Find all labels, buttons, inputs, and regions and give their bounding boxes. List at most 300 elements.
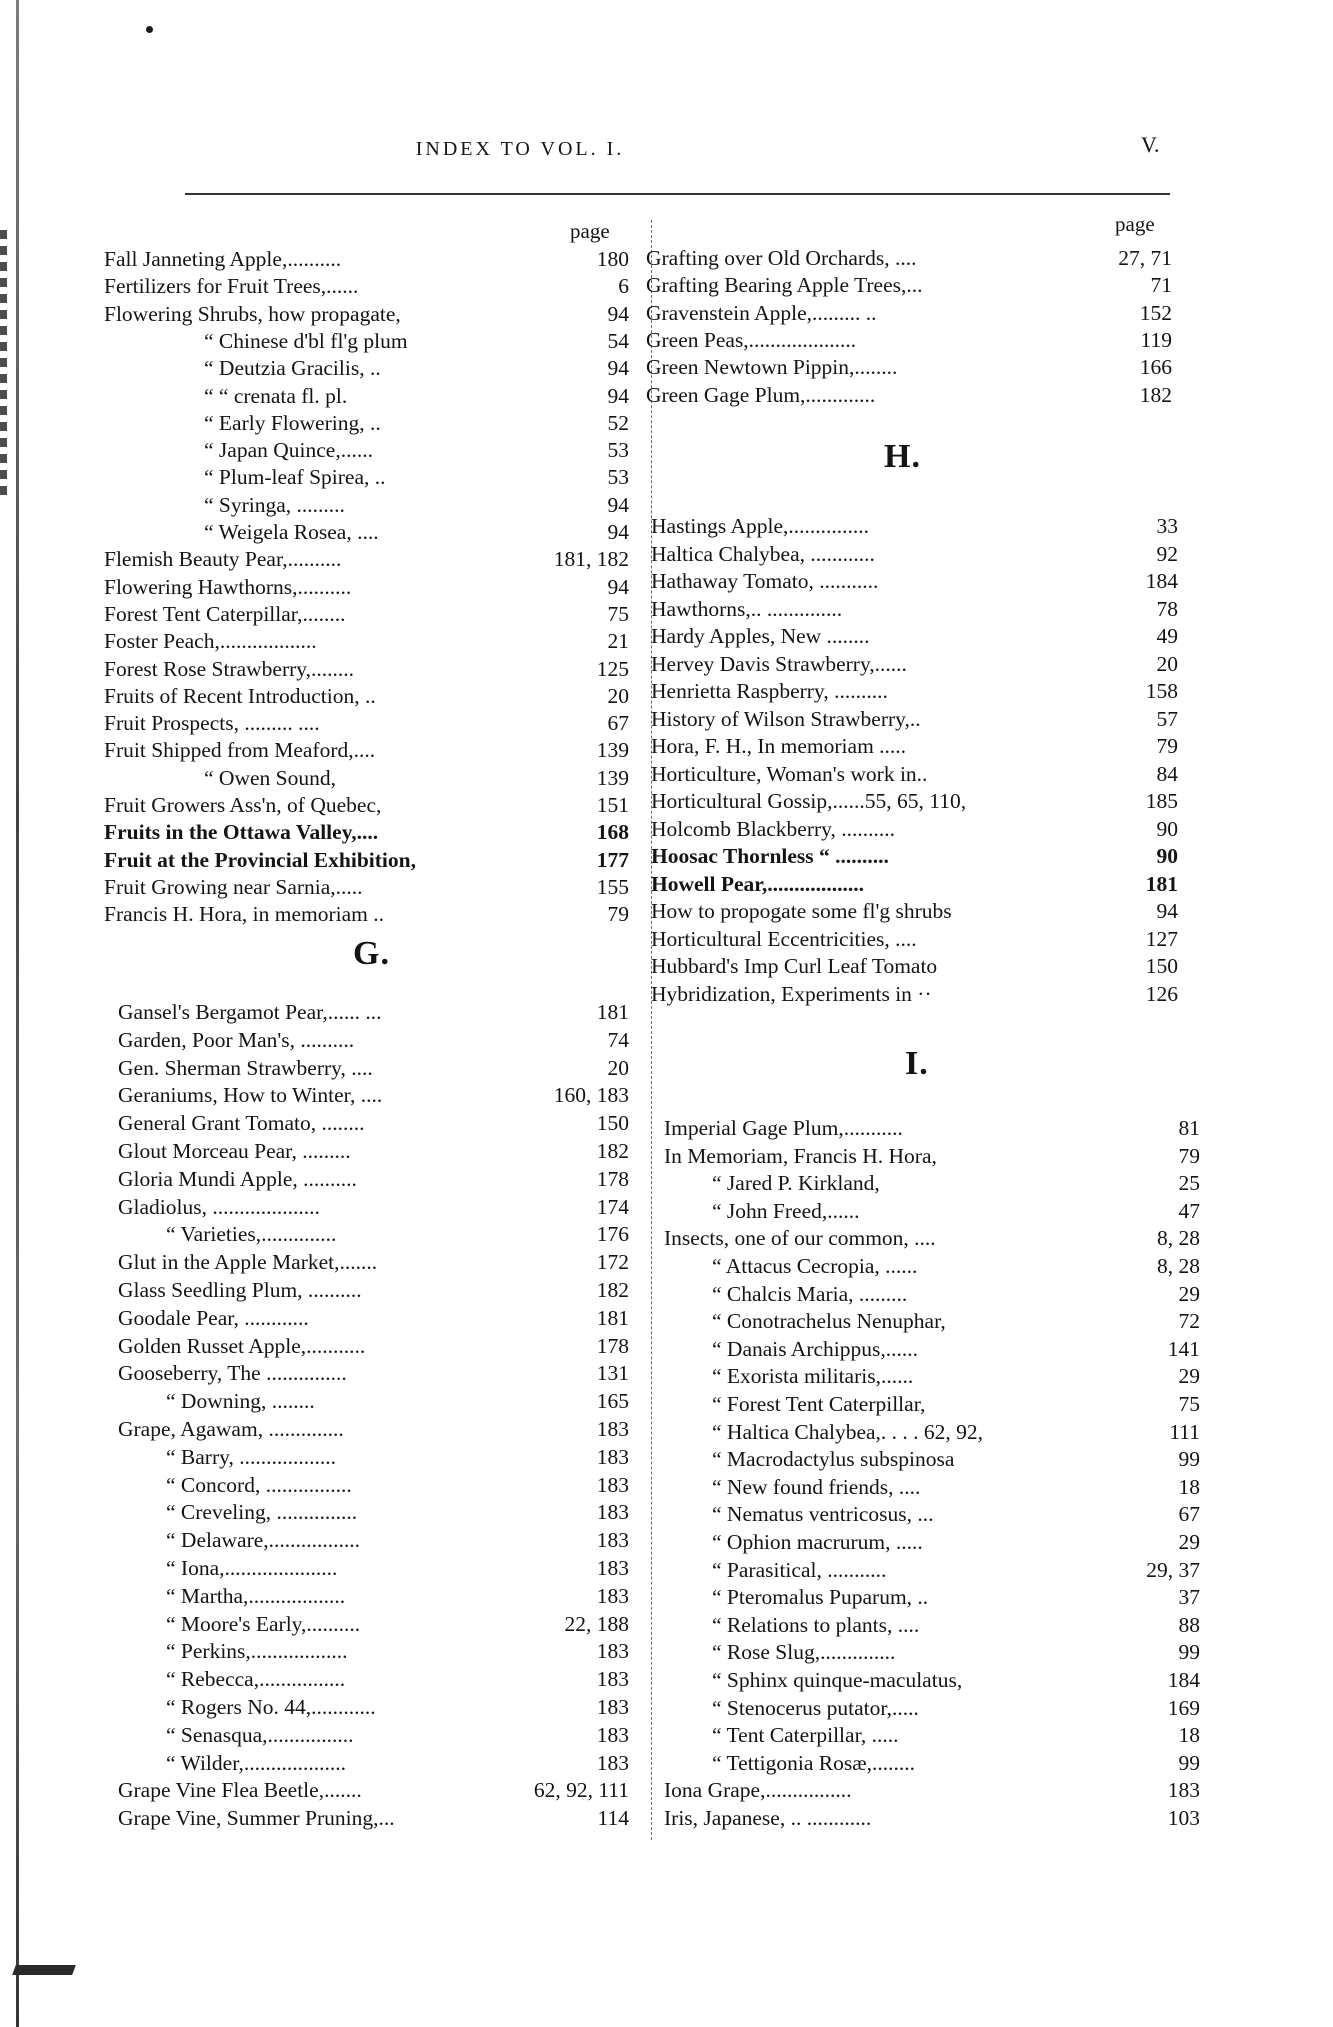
entry-text: Hawthorns,.. ..............: [651, 596, 843, 621]
entry-page-number: 18: [1178, 1723, 1200, 1748]
entry-text: Fruits in the Ottawa Valley,....: [104, 820, 379, 845]
entry-page-number: 94: [607, 492, 629, 517]
index-entry: [664, 1694, 1200, 1722]
index-entry: [118, 1610, 629, 1638]
entry-page-number: 183: [596, 1472, 629, 1497]
entry-text: Green Gage Plum,.............: [646, 382, 876, 407]
entry-text: “ Delaware,.................: [166, 1528, 361, 1553]
entry-text: “ Senasqua,................: [166, 1722, 354, 1747]
entry-page-number: 172: [596, 1250, 629, 1275]
entry-page-number: 182: [596, 1139, 629, 1163]
entry-text: Gravenstein Apple,......... ..: [646, 300, 877, 325]
index-entry: [651, 952, 1178, 980]
entry-text: “ Barry, ..................: [166, 1444, 336, 1469]
entry-text: Grafting over Old Orchards, ....: [646, 246, 917, 270]
index-entry: [118, 1165, 629, 1193]
entry-page-number: 155: [596, 874, 629, 899]
index-entry: [104, 382, 629, 410]
entry-page-number: 33: [1156, 514, 1178, 538]
entry-text: “ John Freed,......: [712, 1198, 860, 1223]
entry-text: Green Newtown Pippin,........: [646, 355, 898, 380]
entry-page-number: 20: [1156, 651, 1178, 676]
entry-page-number: 158: [1145, 679, 1178, 703]
entry-page-number: 151: [596, 793, 629, 817]
entry-text: Hathaway Tomato, ...........: [651, 569, 879, 593]
index-entry: [651, 677, 1178, 705]
entry-page-number: 99: [1178, 1750, 1200, 1775]
entry-text: “ Chalcis Maria, .........: [712, 1281, 908, 1306]
index-entry: [104, 736, 629, 764]
entry-page-number: 165: [596, 1389, 629, 1414]
entry-page-number: 180: [596, 247, 629, 271]
entry-text: “ Rebecca,................: [166, 1667, 346, 1692]
entry-text: Goodale Pear, ............: [118, 1305, 309, 1330]
index-entry: [104, 600, 629, 628]
index-entry: [104, 873, 629, 901]
entry-page-number: 88: [1178, 1612, 1200, 1637]
entry-text: “ Martha,..................: [166, 1583, 346, 1608]
index-entry: [651, 870, 1178, 898]
entry-page-number: 53: [607, 438, 629, 463]
entry-text: Fruit Growing near Sarnia,.....: [104, 874, 363, 899]
index-entry: [664, 1583, 1200, 1611]
entry-text: Forest Tent Caterpillar,........: [104, 601, 346, 626]
entry-page-number: 8, 28: [1157, 1254, 1200, 1278]
index-entry: [646, 381, 1172, 409]
entry-page-number: 6: [618, 274, 629, 299]
entry-text: “ Plum-leaf Spirea, ..: [204, 465, 386, 490]
index-entry: [664, 1280, 1200, 1308]
entry-page-number: 90: [1156, 844, 1178, 868]
entry-text: Glass Seedling Plum, ..........: [118, 1278, 362, 1302]
entry-text: Haltica Chalybea, ............: [651, 541, 875, 566]
entry-text: “ “ crenata fl. pl.: [204, 383, 348, 408]
entry-page-number: 178: [596, 1333, 629, 1358]
entry-text: Fruit Shipped from Meaford,....: [104, 738, 376, 763]
index-entry: [118, 1526, 629, 1554]
entry-text: Forest Rose Strawberry,........: [104, 656, 355, 681]
entry-text: “ Haltica Chalybea,. . . . 62, 92,: [712, 1419, 984, 1444]
binding-edge: [16, 0, 19, 2027]
index-entry: [664, 1666, 1200, 1694]
entry-text: Fruit Prospects, ......... ....: [104, 711, 320, 736]
entry-text: Garden, Poor Man's, ..........: [118, 1027, 355, 1052]
entry-page-number: 131: [596, 1361, 629, 1386]
index-entry: [104, 272, 629, 300]
entry-text: General Grant Tomato, ........: [118, 1111, 365, 1136]
index-entry: [118, 1387, 629, 1415]
entry-page-number: 181: [1145, 871, 1178, 896]
index-entry: [118, 1193, 629, 1221]
entry-page-number: 119: [1140, 327, 1172, 352]
entry-text: Grape Vine, Summer Pruning,...: [118, 1806, 395, 1831]
entry-page-number: 62, 92, 111: [533, 1778, 629, 1803]
entry-page-number: 183: [1167, 1778, 1200, 1803]
entry-page-number: 47: [1178, 1198, 1200, 1223]
page-title: INDEX TO VOL. I.: [415, 138, 625, 160]
entry-text: Grafting Bearing Apple Trees,...: [646, 273, 923, 298]
entry-page-number: 67: [607, 711, 629, 736]
entry-text: “ Owen Sound,: [204, 765, 336, 790]
entry-text: Gladiolus, ....................: [118, 1194, 320, 1219]
entry-page-number: 126: [1145, 981, 1178, 1006]
entry-text: “ Japan Quince,......: [204, 438, 373, 463]
index-entry: [118, 1665, 629, 1693]
entry-text: Fruits of Recent Introduction, ..: [104, 683, 376, 708]
index-entry: [651, 760, 1178, 788]
entry-text: Hervey Davis Strawberry,......: [651, 651, 907, 676]
section-heading-i: I.: [905, 1045, 929, 1082]
entry-text: “ Pteromalus Puparum, ..: [712, 1585, 929, 1610]
entry-text: Imperial Gage Plum,...........: [664, 1116, 903, 1140]
entry-text: Hoosac Thornless “ ..........: [651, 844, 889, 868]
index-entry: [646, 271, 1172, 299]
entry-page-number: 139: [596, 738, 629, 763]
index-entry: [664, 1224, 1200, 1252]
index-entry: [651, 512, 1178, 540]
entry-page-number: 183: [596, 1583, 629, 1608]
entry-page-number: 183: [596, 1500, 629, 1525]
index-entry: [104, 300, 629, 328]
entry-text: Golden Russet Apple,...........: [118, 1333, 366, 1358]
entry-text: Fruit Growers Ass'n, of Quebec,: [104, 793, 382, 817]
index-entry: [118, 1693, 629, 1721]
entry-page-number: 182: [1139, 382, 1172, 407]
entry-page-number: 94: [607, 520, 629, 544]
index-entry: [118, 1081, 629, 1109]
entry-text: Foster Peach,..................: [104, 629, 317, 654]
entry-page-number: 183: [596, 1556, 629, 1580]
index-entry: [104, 573, 629, 601]
entry-page-number: 72: [1178, 1309, 1200, 1334]
index-entry: [651, 567, 1178, 595]
page-numeral: V.: [1141, 132, 1160, 157]
index-entry: [104, 791, 629, 819]
entry-page-number: 176: [596, 1222, 629, 1247]
index-entry: [651, 980, 1178, 1008]
index-entry: [118, 1109, 629, 1137]
entry-text: Francis H. Hora, in memoriam ..: [104, 902, 385, 927]
entry-text: Horticulture, Woman's work in..: [651, 761, 928, 786]
entry-page-number: 75: [1178, 1392, 1200, 1416]
entry-page-number: 152: [1139, 300, 1172, 325]
entry-page-number: 111: [1169, 1419, 1200, 1444]
left-page-heading: page: [570, 219, 610, 243]
index-entry: [104, 518, 629, 546]
index-entry: [664, 1500, 1200, 1528]
entry-page-number: 99: [1178, 1447, 1200, 1472]
index-entry: [651, 732, 1178, 760]
entry-page-number: 67: [1178, 1502, 1200, 1527]
entry-page-number: 183: [596, 1722, 629, 1747]
entry-page-number: 182: [596, 1278, 629, 1302]
index-entry: [651, 842, 1178, 870]
ink-dot: [146, 26, 153, 33]
index-entry: [664, 1142, 1200, 1170]
entry-page-number: 79: [1178, 1143, 1200, 1168]
entry-page-number: 114: [597, 1806, 629, 1831]
index-entry: [104, 627, 629, 655]
index-entry: [651, 595, 1178, 623]
index-entry: [118, 1498, 629, 1526]
index-entry: [104, 354, 629, 382]
entry-text: Holcomb Blackberry, ..........: [651, 816, 896, 841]
index-entry: [118, 1415, 629, 1443]
column-divider: [651, 220, 653, 1840]
section-heading-h: H.: [884, 438, 921, 475]
entry-text: “ Chinese d'bl fl'g plum: [204, 328, 408, 353]
index-entry: [118, 1137, 629, 1165]
index-entry: [104, 709, 629, 737]
entry-text: “ Downing, ........: [166, 1389, 315, 1414]
entry-text: Green Peas,....................: [646, 327, 857, 352]
entry-text: Flowering Hawthorns,..........: [104, 574, 352, 599]
entry-text: Howell Pear,..................: [651, 871, 864, 896]
entry-page-number: 52: [607, 410, 629, 435]
entry-text: Hybridization, Experiments in ··: [651, 981, 932, 1006]
entry-page-number: 99: [1178, 1640, 1200, 1665]
entry-page-number: 74: [607, 1027, 629, 1052]
entry-text: “ Tent Caterpillar, .....: [712, 1723, 899, 1748]
index-entry: [664, 1114, 1200, 1142]
entry-text: In Memoriam, Francis H. Hora,: [664, 1143, 937, 1168]
entry-page-number: 22, 188: [564, 1611, 629, 1636]
entry-text: Flemish Beauty Pear,..........: [104, 547, 342, 572]
entry-text: Iona Grape,................: [664, 1778, 852, 1803]
entry-text: “ New found friends, ....: [712, 1474, 921, 1499]
entry-text: Hastings Apple,...............: [651, 514, 869, 538]
entry-page-number: 103: [1167, 1806, 1200, 1830]
index-entry: [651, 787, 1178, 815]
entry-text: How to propogate some fl'g shrubs: [651, 899, 952, 923]
entry-text: “ Sphinx quinque-maculatus,: [712, 1668, 963, 1692]
index-entry: [104, 245, 629, 273]
entry-text: “ Concord, ................: [166, 1472, 352, 1497]
index-entry: [104, 436, 629, 464]
entry-text: “ Syringa, .........: [204, 492, 345, 517]
index-entry: [118, 1471, 629, 1499]
entry-page-number: 181, 182: [553, 547, 629, 572]
index-entry: [664, 1362, 1200, 1390]
index-entry: [118, 1749, 629, 1777]
entry-text: Grape Vine Flea Beetle,.......: [118, 1778, 362, 1803]
entry-page-number: 166: [1139, 355, 1172, 380]
entry-text: “ Attacus Cecropia, ......: [712, 1254, 918, 1278]
index-entry: [104, 682, 629, 710]
index-entry: [118, 1276, 629, 1304]
entry-text: Horticultural Gossip,......55, 65, 110,: [651, 789, 967, 813]
entry-page-number: 92: [1156, 541, 1178, 566]
index-entry: [104, 409, 629, 437]
index-entry: [664, 1390, 1200, 1418]
index-entry: [118, 1248, 629, 1276]
entry-text: Hora, F. H., In memoriam .....: [651, 734, 907, 758]
index-entry: [118, 1776, 629, 1804]
index-entry: [118, 1554, 629, 1582]
index-entry: [104, 818, 629, 846]
index-entry: [118, 1220, 629, 1248]
entry-text: Iris, Japanese, .. ............: [664, 1806, 872, 1830]
entry-text: Fruit at the Provincial Exhibition,: [104, 847, 416, 872]
index-entry: [664, 1721, 1200, 1749]
entry-text: “ Macrodactylus subspinosa: [712, 1447, 955, 1472]
index-entry: [118, 1359, 629, 1387]
entry-text: “ Parasitical, ...........: [712, 1557, 887, 1582]
entry-page-number: 94: [607, 574, 629, 599]
entry-text: “ Tettigonia Rosæ,........: [712, 1750, 915, 1775]
index-entry: [646, 353, 1172, 381]
index-entry: [104, 655, 629, 683]
entry-text: “ Rogers No. 44,............: [166, 1695, 376, 1719]
index-entry: [118, 1054, 629, 1082]
entry-text: “ Conotrachelus Nenuphar,: [712, 1309, 946, 1334]
entry-page-number: 94: [607, 356, 629, 381]
entry-page-number: 125: [596, 656, 629, 681]
entry-page-number: 8, 28: [1157, 1226, 1200, 1251]
entry-page-number: 181: [596, 1305, 629, 1330]
entry-page-number: 183: [596, 1750, 629, 1775]
binding-foot-mark: [12, 1965, 76, 1975]
index-entry: [646, 244, 1172, 272]
entry-page-number: 127: [1145, 926, 1178, 951]
entry-page-number: 81: [1178, 1116, 1200, 1140]
entry-page-number: 37: [1178, 1585, 1200, 1610]
index-entry: [664, 1776, 1200, 1804]
entry-text: Glout Morceau Pear, .........: [118, 1139, 351, 1163]
entry-page-number: 183: [596, 1417, 629, 1441]
entry-page-number: 150: [1145, 954, 1178, 978]
entry-text: “ Rose Slug,..............: [712, 1640, 896, 1665]
index-entry: [664, 1335, 1200, 1363]
entry-text: “ Perkins,..................: [166, 1639, 348, 1664]
entry-page-number: 71: [1150, 273, 1172, 298]
index-entry: [118, 1443, 629, 1471]
entry-page-number: 75: [607, 601, 629, 626]
entry-page-number: 78: [1156, 596, 1178, 621]
header-rule: [185, 193, 1170, 195]
entry-text: “ Jared P. Kirkland,: [712, 1171, 880, 1196]
index-entry: [104, 545, 629, 573]
index-entry: [646, 299, 1172, 327]
entry-page-number: 27, 71: [1118, 246, 1172, 270]
index-entry: [118, 1637, 629, 1665]
entry-page-number: 169: [1167, 1695, 1200, 1720]
index-entry: [104, 900, 629, 928]
index-entry: [118, 1332, 629, 1360]
entry-page-number: 29: [1178, 1530, 1200, 1554]
section-heading-g: G.: [353, 935, 390, 972]
entry-text: “ Early Flowering, ..: [204, 410, 381, 435]
entry-text: Hardy Apples, New ........: [651, 624, 870, 648]
entry-page-number: 90: [1156, 816, 1178, 841]
index-entry: [118, 1721, 629, 1749]
entry-page-number: 79: [607, 902, 629, 927]
entry-page-number: 29: [1178, 1364, 1200, 1389]
entry-page-number: 21: [607, 629, 629, 654]
index-entry: [664, 1169, 1200, 1197]
entry-page-number: 20: [607, 683, 629, 708]
index-entry: [651, 540, 1178, 568]
entry-page-number: 174: [596, 1194, 629, 1219]
entry-text: “ Ophion macrurum, .....: [712, 1530, 923, 1554]
entry-page-number: 54: [607, 328, 629, 353]
entry-page-number: 183: [596, 1695, 629, 1719]
entry-text: Fall Janneting Apple,..........: [104, 247, 342, 271]
index-entry: [104, 846, 629, 874]
index-entry: [664, 1638, 1200, 1666]
index-entry: [104, 463, 629, 491]
entry-page-number: 183: [596, 1528, 629, 1553]
index-entry: [118, 1304, 629, 1332]
index-entry: [651, 925, 1178, 953]
entry-text: “ Iona,.....................: [166, 1556, 338, 1580]
index-entry: [651, 897, 1178, 925]
entry-page-number: 57: [1156, 706, 1178, 731]
index-entry: [118, 998, 629, 1026]
entry-page-number: 29: [1178, 1281, 1200, 1306]
entry-page-number: 29, 37: [1146, 1557, 1200, 1582]
entry-text: Horticultural Eccentricities, ....: [651, 926, 917, 951]
entry-page-number: 94: [607, 301, 629, 326]
index-entry: [104, 327, 629, 355]
index-entry: [664, 1252, 1200, 1280]
index-entry: [118, 1582, 629, 1610]
index-entry: [646, 326, 1172, 354]
entry-text: Gen. Sherman Strawberry, ....: [118, 1055, 373, 1080]
entry-page-number: 181: [596, 1000, 629, 1024]
entry-page-number: 184: [1145, 569, 1178, 593]
index-entry: [651, 705, 1178, 733]
entry-page-number: 183: [596, 1639, 629, 1664]
entry-page-number: 84: [1156, 761, 1178, 786]
entry-page-number: 94: [607, 383, 629, 408]
entry-text: Gloria Mundi Apple, ..........: [118, 1166, 357, 1191]
entry-text: “ Nematus ventricosus, ...: [712, 1502, 934, 1527]
index-entry: [664, 1804, 1200, 1832]
entry-page-number: 183: [596, 1667, 629, 1692]
entry-page-number: 150: [596, 1111, 629, 1136]
index-entry: [104, 764, 629, 792]
entry-text: “ Moore's Early,..........: [166, 1611, 361, 1636]
entry-text: “ Wilder,...................: [166, 1750, 346, 1775]
entry-text: Hubbard's Imp Curl Leaf Tomato: [651, 954, 938, 978]
index-entry: [664, 1445, 1200, 1473]
entry-text: “ Stenocerus putator,.....: [712, 1695, 919, 1720]
entry-page-number: 49: [1156, 624, 1178, 648]
entry-text: Glut in the Apple Market,.......: [118, 1250, 378, 1275]
entry-text: Gansel's Bergamot Pear,...... ...: [118, 1000, 382, 1024]
entry-page-number: 141: [1167, 1336, 1200, 1361]
index-entry: [118, 1804, 629, 1832]
index-entry: [118, 1026, 629, 1054]
index-entry: [651, 650, 1178, 678]
entry-page-number: 53: [607, 465, 629, 490]
binding-stitches: [0, 230, 7, 500]
entry-text: “ Weigela Rosea, ....: [204, 520, 379, 544]
entry-page-number: 184: [1167, 1668, 1200, 1692]
entry-text: “ Deutzia Gracilis, ..: [204, 356, 381, 381]
entry-text: “ Forest Tent Caterpillar,: [712, 1392, 926, 1416]
entry-page-number: 177: [596, 847, 629, 872]
index-entry: [664, 1418, 1200, 1446]
right-page-heading: page: [1115, 212, 1155, 236]
entry-page-number: 20: [607, 1055, 629, 1080]
entry-page-number: 18: [1178, 1474, 1200, 1499]
entry-text: Fertilizers for Fruit Trees,......: [104, 274, 359, 299]
entry-text: Flowering Shrubs, how propagate,: [104, 301, 401, 326]
entry-text: Henrietta Raspberry, ..........: [651, 679, 888, 703]
index-entry: [664, 1473, 1200, 1501]
